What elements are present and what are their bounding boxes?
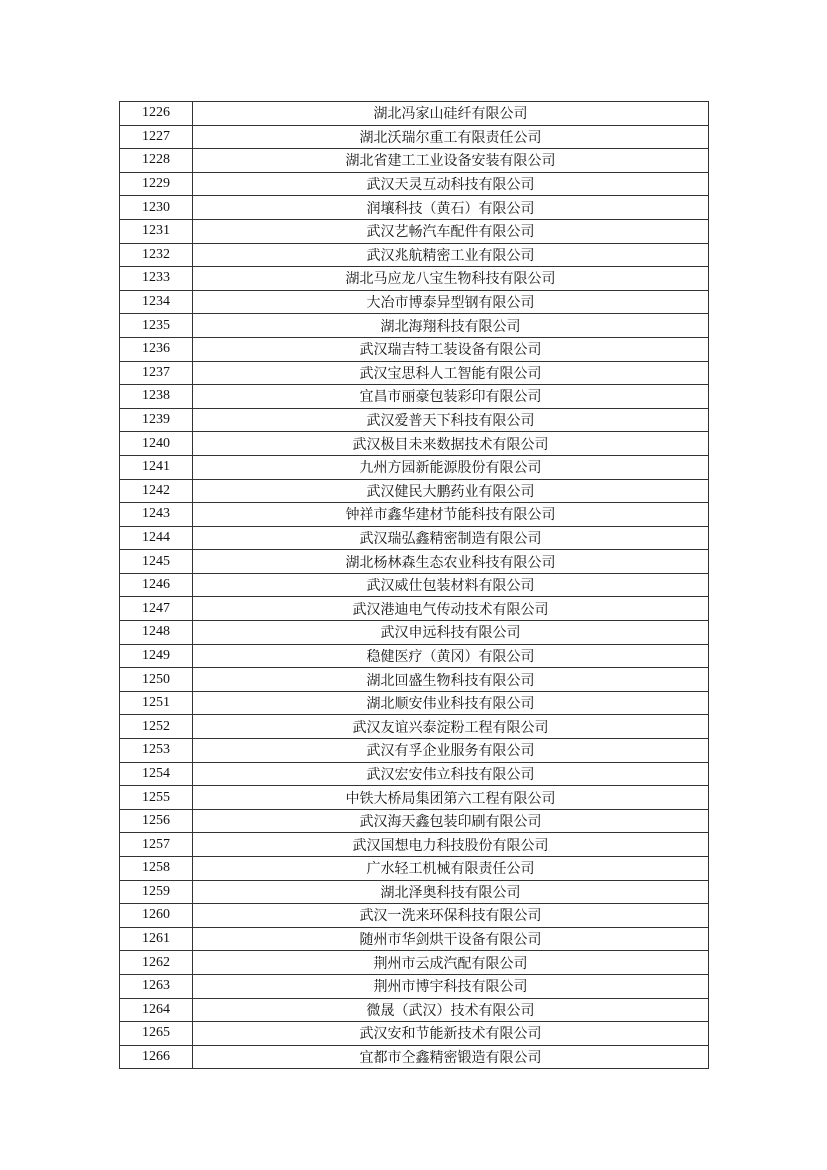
table-row: [120, 951, 709, 975]
company-name-cell: 湖北省建工工业设备安装有限公司: [193, 149, 709, 173]
company-name-cell: 武汉宏安伟立科技有限公司: [193, 762, 709, 786]
company-name-cell: 稳健医疗（黄冈）有限公司: [193, 644, 709, 668]
company-name-cell: 钟祥市鑫华建材节能科技有限公司: [193, 503, 709, 527]
company-name-cell: 武汉极目未来数据技术有限公司: [193, 432, 709, 456]
company-name-cell: 武汉有孚企业服务有限公司: [193, 739, 709, 763]
row-number-cell: 1252: [120, 715, 193, 739]
company-name-cell: 武汉威仕包装材料有限公司: [193, 573, 709, 597]
company-name-cell: 大冶市博泰异型钢有限公司: [193, 290, 709, 314]
company-name-cell: 武汉港迪电气传动技术有限公司: [193, 597, 709, 621]
table-row: [120, 149, 709, 173]
company-name-cell: 武汉一洗来环保科技有限公司: [193, 904, 709, 928]
row-number-cell: 1244: [120, 526, 193, 550]
company-name-cell: 武汉兆航精密工业有限公司: [193, 243, 709, 267]
table-row: [120, 739, 709, 763]
table-row: [120, 573, 709, 597]
table-row: [120, 809, 709, 833]
table-row: [120, 597, 709, 621]
company-name-cell: 湖北杨林森生态农业科技有限公司: [193, 550, 709, 574]
table-row: [120, 762, 709, 786]
row-number-cell: 1238: [120, 385, 193, 409]
company-name-cell: 荆州市云成汽配有限公司: [193, 951, 709, 975]
table-row: [120, 1045, 709, 1069]
row-number-cell: 1227: [120, 125, 193, 149]
row-number-cell: 1248: [120, 621, 193, 645]
company-name-cell: 中铁大桥局集团第六工程有限公司: [193, 786, 709, 810]
row-number-cell: 1243: [120, 503, 193, 527]
table-row: [120, 314, 709, 338]
row-number-cell: 1228: [120, 149, 193, 173]
table-row: [120, 219, 709, 243]
company-name-cell: 宜昌市丽豪包装彩印有限公司: [193, 385, 709, 409]
table-row: [120, 455, 709, 479]
company-name-cell: 武汉友谊兴泰淀粉工程有限公司: [193, 715, 709, 739]
table-row: [120, 715, 709, 739]
row-number-cell: 1250: [120, 668, 193, 692]
row-number-cell: 1229: [120, 172, 193, 196]
table-row: [120, 408, 709, 432]
company-name-cell: 随州市华剑烘干设备有限公司: [193, 927, 709, 951]
company-list-table: [119, 101, 709, 1069]
row-number-cell: 1236: [120, 337, 193, 361]
row-number-cell: 1233: [120, 267, 193, 291]
company-name-cell: 武汉国想电力科技股份有限公司: [193, 833, 709, 857]
table-row: [120, 503, 709, 527]
table-row: [120, 290, 709, 314]
company-name-cell: 湖北冯家山硅纤有限公司: [193, 102, 709, 126]
table-row: [120, 361, 709, 385]
table-row: [120, 904, 709, 928]
company-list-body: [120, 102, 709, 1069]
table-row: [120, 385, 709, 409]
company-name-cell: 武汉安和节能新技术有限公司: [193, 1022, 709, 1046]
table-row: [120, 432, 709, 456]
row-number-cell: 1249: [120, 644, 193, 668]
table-row: [120, 1022, 709, 1046]
company-name-cell: 九州方园新能源股份有限公司: [193, 455, 709, 479]
table-row: [120, 691, 709, 715]
row-number-cell: 1230: [120, 196, 193, 220]
row-number-cell: 1266: [120, 1045, 193, 1069]
table-row: [120, 243, 709, 267]
row-number-cell: 1242: [120, 479, 193, 503]
table-row: [120, 927, 709, 951]
row-number-cell: 1260: [120, 904, 193, 928]
table-row: [120, 125, 709, 149]
table-row: [120, 550, 709, 574]
row-number-cell: 1261: [120, 927, 193, 951]
table-row: [120, 974, 709, 998]
row-number-cell: 1257: [120, 833, 193, 857]
company-name-cell: 武汉申远科技有限公司: [193, 621, 709, 645]
row-number-cell: 1265: [120, 1022, 193, 1046]
table-row: [120, 668, 709, 692]
table-row: [120, 337, 709, 361]
row-number-cell: 1255: [120, 786, 193, 810]
row-number-cell: 1241: [120, 455, 193, 479]
row-number-cell: 1246: [120, 573, 193, 597]
company-name-cell: 武汉爱普天下科技有限公司: [193, 408, 709, 432]
company-name-cell: 武汉瑞吉特工装设备有限公司: [193, 337, 709, 361]
row-number-cell: 1247: [120, 597, 193, 621]
company-name-cell: 宜都市仝鑫精密锻造有限公司: [193, 1045, 709, 1069]
company-name-cell: 湖北海翔科技有限公司: [193, 314, 709, 338]
row-number-cell: 1262: [120, 951, 193, 975]
row-number-cell: 1253: [120, 739, 193, 763]
company-name-cell: 湖北回盛生物科技有限公司: [193, 668, 709, 692]
company-name-cell: 湖北顺安伟业科技有限公司: [193, 691, 709, 715]
row-number-cell: 1234: [120, 290, 193, 314]
row-number-cell: 1235: [120, 314, 193, 338]
row-number-cell: 1240: [120, 432, 193, 456]
company-name-cell: 武汉天灵互动科技有限公司: [193, 172, 709, 196]
company-name-cell: 武汉瑞弘鑫精密制造有限公司: [193, 526, 709, 550]
table-row: [120, 526, 709, 550]
row-number-cell: 1251: [120, 691, 193, 715]
table-row: [120, 196, 709, 220]
row-number-cell: 1258: [120, 857, 193, 881]
company-name-cell: 湖北马应龙八宝生物科技有限公司: [193, 267, 709, 291]
table-row: [120, 644, 709, 668]
table-row: [120, 172, 709, 196]
company-name-cell: 广水轻工机械有限责任公司: [193, 857, 709, 881]
row-number-cell: 1231: [120, 219, 193, 243]
company-name-cell: 湖北泽奥科技有限公司: [193, 880, 709, 904]
company-name-cell: 武汉健民大鹏药业有限公司: [193, 479, 709, 503]
row-number-cell: 1232: [120, 243, 193, 267]
row-number-cell: 1259: [120, 880, 193, 904]
company-name-cell: 荆州市博宇科技有限公司: [193, 974, 709, 998]
table-row: [120, 880, 709, 904]
table-row: [120, 479, 709, 503]
table-row: [120, 998, 709, 1022]
row-number-cell: 1264: [120, 998, 193, 1022]
company-name-cell: 润壤科技（黄石）有限公司: [193, 196, 709, 220]
table-row: [120, 833, 709, 857]
row-number-cell: 1226: [120, 102, 193, 126]
company-name-cell: 微晟（武汉）技术有限公司: [193, 998, 709, 1022]
row-number-cell: 1254: [120, 762, 193, 786]
row-number-cell: 1239: [120, 408, 193, 432]
company-name-cell: 武汉宝思科人工智能有限公司: [193, 361, 709, 385]
table-row: [120, 267, 709, 291]
table-row: [120, 857, 709, 881]
company-name-cell: 武汉海天鑫包装印刷有限公司: [193, 809, 709, 833]
row-number-cell: 1256: [120, 809, 193, 833]
table-row: [120, 621, 709, 645]
company-name-cell: 武汉艺畅汽车配件有限公司: [193, 219, 709, 243]
row-number-cell: 1263: [120, 974, 193, 998]
company-name-cell: 湖北沃瑞尔重工有限责任公司: [193, 125, 709, 149]
table-row: [120, 102, 709, 126]
row-number-cell: 1237: [120, 361, 193, 385]
table-row: [120, 786, 709, 810]
row-number-cell: 1245: [120, 550, 193, 574]
